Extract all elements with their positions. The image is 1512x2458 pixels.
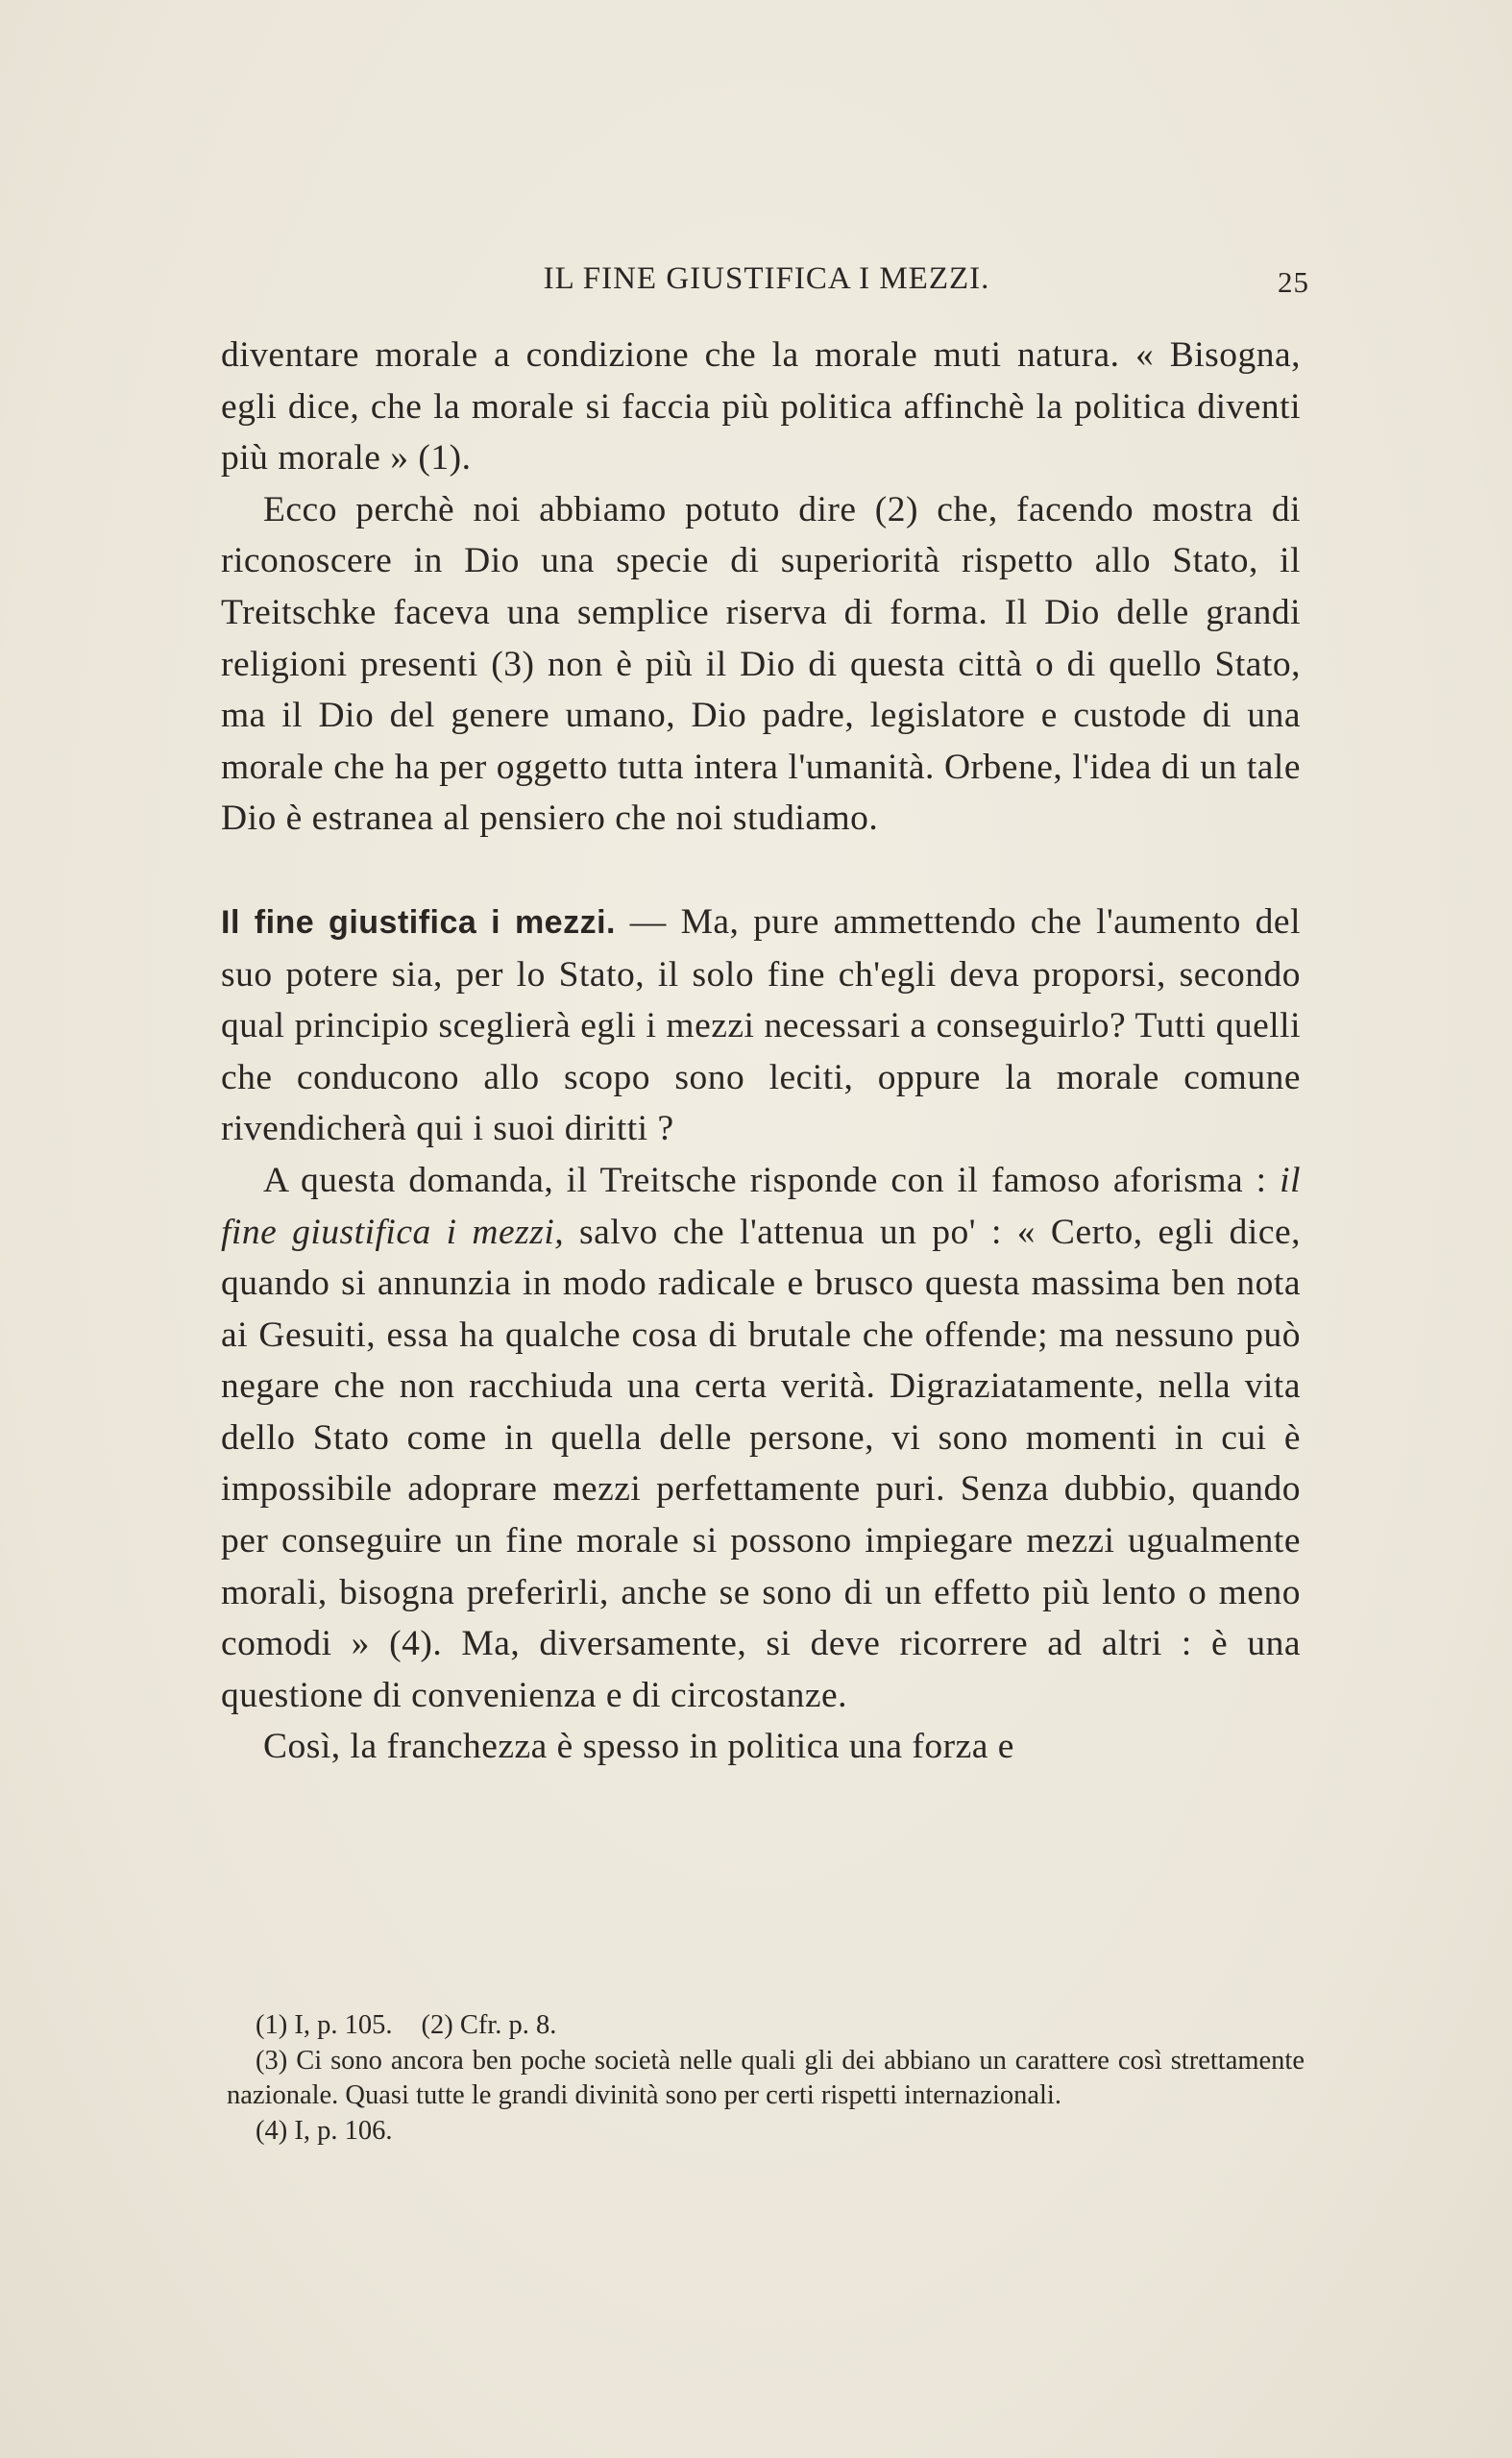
paragraph-4-start: A questa domanda, il Treitsche risponde con il famoso aforisma : bbox=[263, 1160, 1280, 1200]
footnotes bbox=[227, 2008, 1305, 2149]
page-header bbox=[224, 261, 1309, 309]
page-number: 25 bbox=[1278, 265, 1309, 299]
paragraph-3-text: — Ma, pure ammettendo che l'aumento del suo potere sia, per lo Stato, il solo fine ch'egli deva proporsi, secondo qual principio sceglierà egli i mezzi necessari a conseguirlo? Tutti quelli che conducono allo scopo sono leciti, oppure la morale comune rivendicherà qui i suoi diritti ? bbox=[221, 901, 1301, 1149]
aphorism-italic: il fine giustifica i mezzi, bbox=[221, 1160, 1301, 1252]
paragraph-2: Ecco perchè noi abbiamo potuto dire (2) che, facendo mostra di riconoscere in Dio una specie di superiorità rispetto allo Stato, il Treitschke faceva una semplice riserva di forma. Il Dio delle grandi religioni presenti (3) non è più il Dio di questa città o di quello Stato, ma il Dio del genere umano, Dio padre, legislatore e custode di una morale che ha per oggetto tutta intera l'umanità. Orbene, l'idea di un tale Dio è estranea al pensiero che noi studiamo. bbox=[221, 489, 1301, 839]
footnote-1: (1) I, p. 105. bbox=[256, 2010, 393, 2040]
section-title: Il fine giustifica i mezzi. bbox=[221, 903, 616, 941]
paragraph-4 bbox=[221, 1155, 1301, 1722]
running-title: IL FINE GIUSTIFICA I MEZZI. bbox=[543, 261, 990, 296]
footnote-4: (4) I, p. 106. bbox=[256, 2115, 393, 2146]
body-text bbox=[221, 330, 1301, 1773]
footnote-2: (2) Cfr. p. 8. bbox=[421, 2010, 557, 2040]
paragraph-1: diventare morale a condizione che la morale muti natura. « Bisogna, egli dice, che la morale si faccia più politica affinchè la politica diventi più morale » (1). bbox=[221, 335, 1301, 479]
paragraph-3 bbox=[221, 897, 1301, 1155]
footnote-3: (3) Ci sono ancora ben poche società nelle quali gli dei abbiano un carattere così strettamente nazionale. Quasi tutte le grandi divinità sono per certi rispetti internazionali. bbox=[227, 2045, 1305, 2110]
paragraph-4-rest: salvo che l'attenua un po' : « Certo, egli dice, quando si annunzia in modo radicale e brusco questa massima ben nota ai Gesuiti, essa ha qualche cosa di brutale che offende; ma nessuno può negare che non racchiuda una certa verità. Digraziatamente, nella vita dello Stato come in quella delle persone, vi sono momenti in cui è impossibile adoprare mezzi perfettamente puri. Senza dubbio, quando per conseguire un fine morale si possono impiegare mezzi ugualmente morali, bisogna preferirli, anche se sono di un effetto più lento o meno comodi » (4). Ma, diversamente, si deve ricorrere ad altri : è una questione di convenienza e di circostanze. bbox=[221, 1212, 1301, 1715]
paragraph-5: Così, la franchezza è spesso in politica una forza e bbox=[263, 1727, 1014, 1767]
footnotes-1-2 bbox=[227, 2008, 1305, 2044]
